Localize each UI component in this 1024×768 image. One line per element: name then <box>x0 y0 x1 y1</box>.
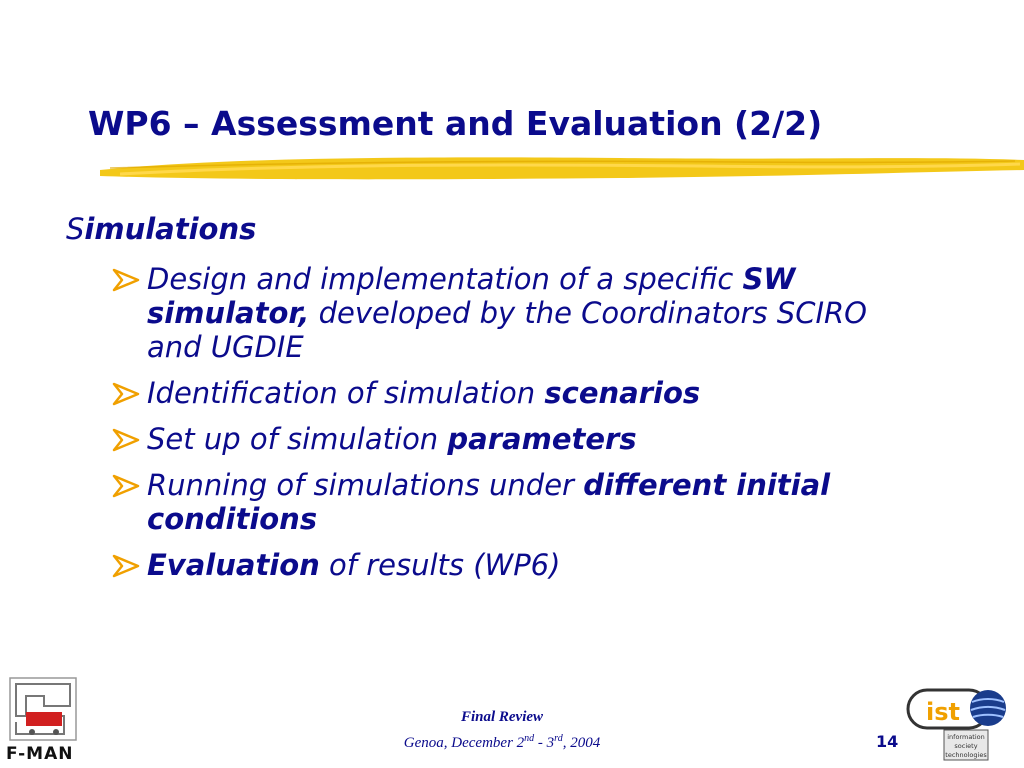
bullet-emphasis: different initial conditions <box>147 468 831 536</box>
heading-initial: S <box>66 212 85 246</box>
bullet-emphasis: scenarios <box>544 376 701 410</box>
bullet-text: Set up of simulation <box>147 422 448 456</box>
footer-date-sup: nd <box>524 733 535 744</box>
bullet-emphasis: SW simulator, <box>147 262 796 330</box>
bullet-list <box>112 262 912 594</box>
bullet-text: Running of simulations under <box>147 468 584 502</box>
bullet-text: of results (WP6) <box>319 548 561 582</box>
bullet-text: Design and implementation of a specific <box>147 262 743 296</box>
page-number: 14 <box>876 732 899 751</box>
ist-caption: society <box>954 742 978 750</box>
bullet-item <box>112 376 912 410</box>
ist-caption: technologies <box>945 751 987 759</box>
bullet-emphasis: Evaluation <box>147 548 320 582</box>
bullet-item <box>112 548 912 582</box>
arrow-bullet-icon <box>112 554 142 578</box>
arrow-bullet-icon <box>112 268 142 292</box>
footer-review-label: Final Review <box>460 709 544 725</box>
yellow-brush-stroke <box>100 150 1024 186</box>
footer-caption <box>352 706 652 754</box>
footer-date-part: , 2004 <box>562 735 601 751</box>
bullet-item <box>112 468 912 536</box>
bullet-text: developed by the Coordinators SCIRO and UGDIE <box>147 296 867 364</box>
footer-date-part: - 3 <box>534 735 555 751</box>
slide-title: WP6 – Assessment and Evaluation (2/2) <box>88 104 823 143</box>
bullet-item <box>112 422 912 456</box>
arrow-bullet-icon <box>112 474 142 498</box>
section-heading <box>66 212 256 246</box>
bullet-emphasis: parameters <box>447 422 637 456</box>
bullet-item <box>112 262 912 364</box>
ist-logo-text: ist <box>926 698 960 726</box>
arrow-bullet-icon <box>112 382 142 406</box>
footer-date-sup: rd <box>554 733 563 744</box>
ist-logo-icon <box>906 684 1018 764</box>
arrow-bullet-icon <box>112 428 142 452</box>
footer-location-date <box>352 728 652 754</box>
heading-rest: imulations <box>84 212 257 246</box>
ist-caption: information <box>947 733 985 741</box>
fman-logo-text: F-MAN <box>6 744 74 764</box>
footer-date-part: Genoa, December 2 <box>403 735 525 751</box>
bullet-text: Identification of simulation <box>147 376 545 410</box>
